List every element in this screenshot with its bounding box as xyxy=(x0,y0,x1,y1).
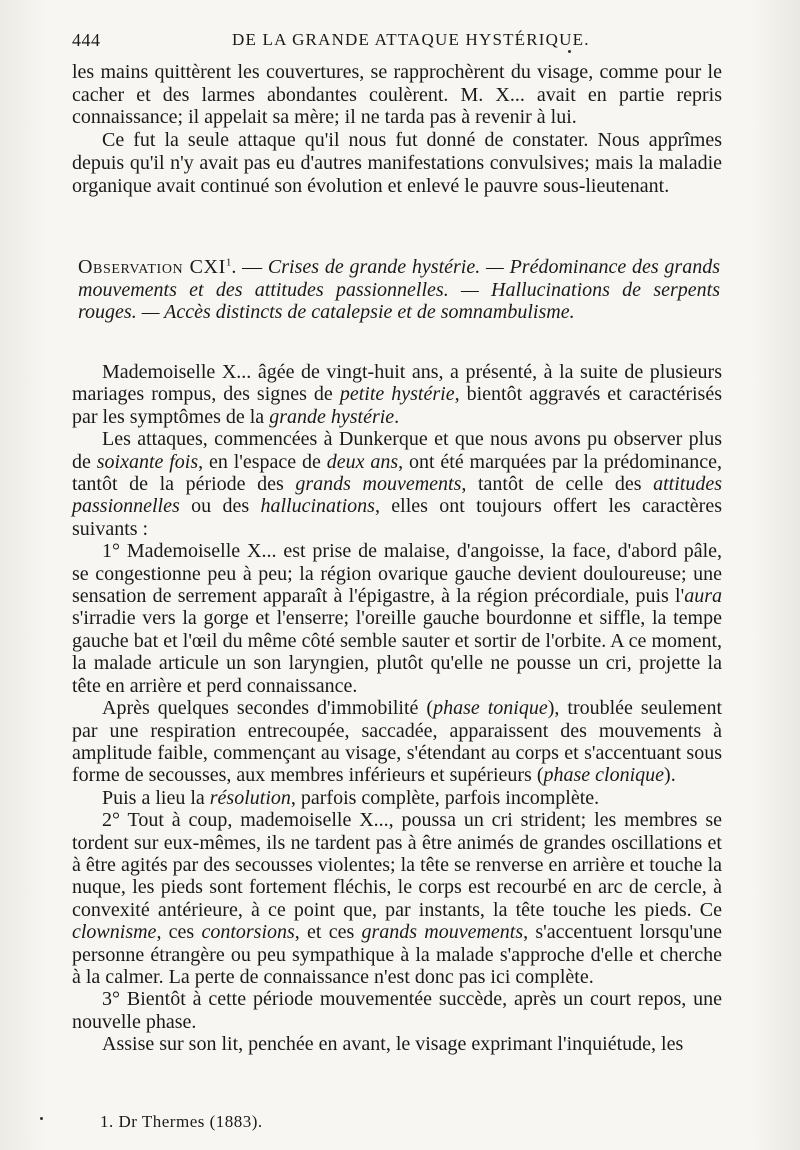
paragraph: Ce fut la seule attaque qu'il nous fut donné de constater. Nous apprîmes depuis qu'il n'y avait pas eu d'autres manifestations convulsives; mais la maladie organique avait continué son évolution et enlevé le pauvre sous-lieutenant. xyxy=(72,129,722,197)
speck xyxy=(40,1117,43,1120)
paragraph: les mains quittèrent les couvertures, se rapprochèrent du visage, comme pour le cacher et des larmes abondantes coulèrent. M. X... avait en partie repris connaissance; il appelait sa mère; il ne tarda pas à revenir à lui. xyxy=(72,61,722,129)
page-number: 444 xyxy=(72,30,101,50)
footnote: 1. Dr Thermes (1883). xyxy=(100,1112,263,1131)
paragraph: Puis a lieu la résolution, parfois complète, parfois incomplète. xyxy=(102,786,600,809)
running-title: DE LA GRANDE ATTAQUE HYSTÉRIQUE. xyxy=(232,30,590,49)
footnote-marker: 1 xyxy=(225,256,232,269)
observation-heading: Observation CXI$^1$. — Crises de grande hystérie. — Prédominance des grands mouvements et des attitudes passionnelles. — Hallucinations de serpents rouges. — Accès distincts de catalepsie et de somnambulisme. xyxy=(78,256,720,323)
observation-label: Observation CXI xyxy=(78,256,226,278)
continuation-text xyxy=(72,61,722,197)
paragraph: Mademoiselle X... âgée de vingt-huit ans, a présenté, à la suite de plusieurs mariages rompus, des signes de petite hystérie, bientôt aggravés et caractérisés par les symptômes de la grande hystérie. xyxy=(72,361,722,428)
page-header xyxy=(72,30,722,54)
paragraph: 3° Bientôt à cette période mouvementée succède, après un court repos, une nouvelle phase. xyxy=(72,988,722,1033)
paragraph: Après quelques secondes d'immobilité (phase tonique), troublée seulement par une respiration entrecoupée, saccadée, apparaissent des mouvements à amplitude faible, commençant au visage, s'étendant au corps et s'accentuant sous forme de secousses, aux membres inférieurs et supérieurs (phase clonique). xyxy=(72,697,722,787)
paragraph: Assise sur son lit, penchée en avant, le visage exprimant l'inquiétude, les xyxy=(102,1033,684,1056)
paragraph: Les attaques, commencées à Dunkerque et que nous avons pu observer plus de soixante fois, en l'espace de deux ans, ont été marquées par la prédominance, tantôt de la période des grands mouvements, tantôt de celle des attitudes passionnelles ou des hallucinations, elles ont toujours offert les caractères suivants : xyxy=(72,428,722,540)
paragraph: 1° Mademoiselle X... est prise de malaise, d'angoisse, la face, d'abord pâle, se congestionne peu à peu; la région ovarique gauche devient douloureuse; une sensation de serrement apparaît à l'épigastre, à la région précordiale, puis l'aura s'irradie vers la gorge et l'enserre; l'oreille gauche bourdonne et siffle, la tempe gauche bat et l'œil du même côté semble sauter et sortir de l'orbite. A ce moment, la malade articule un son laryngien, plutôt qu'elle ne pousse un cri, projette la tête en arrière et perd connaissance. xyxy=(72,540,722,697)
observation-title: Crises de grande hystérie. — Prédominance des grands mouvements et des attitudes passionnelles. — Hallucinations de serpents rouges. — Accès distincts de catalepsie et de somnambulisme. xyxy=(78,256,720,323)
speck xyxy=(568,50,571,53)
observation-body xyxy=(72,361,722,1056)
paragraph: 2° Tout à coup, mademoiselle X..., poussa un cri strident; les membres se tordent sur eux-mêmes, ils ne tardent pas à être animés de grandes oscillations et à être agités par des secousses violentes; la tête se renverse en arrière et touche la nuque, les pieds sont fortement fléchis, le corps est recourbé en arc de cercle, à convexité antérieure, à ce point que, par instants, la tête touche les pieds. Ce clownisme, ces contorsions, et ces grands mouvements, s'accentuent lorsqu'une personne étrangère ou peu sympathique à la malade s'approche d'elle et cherche à la calmer. La perte de connaissance n'est donc pas ici complète. xyxy=(72,809,722,988)
